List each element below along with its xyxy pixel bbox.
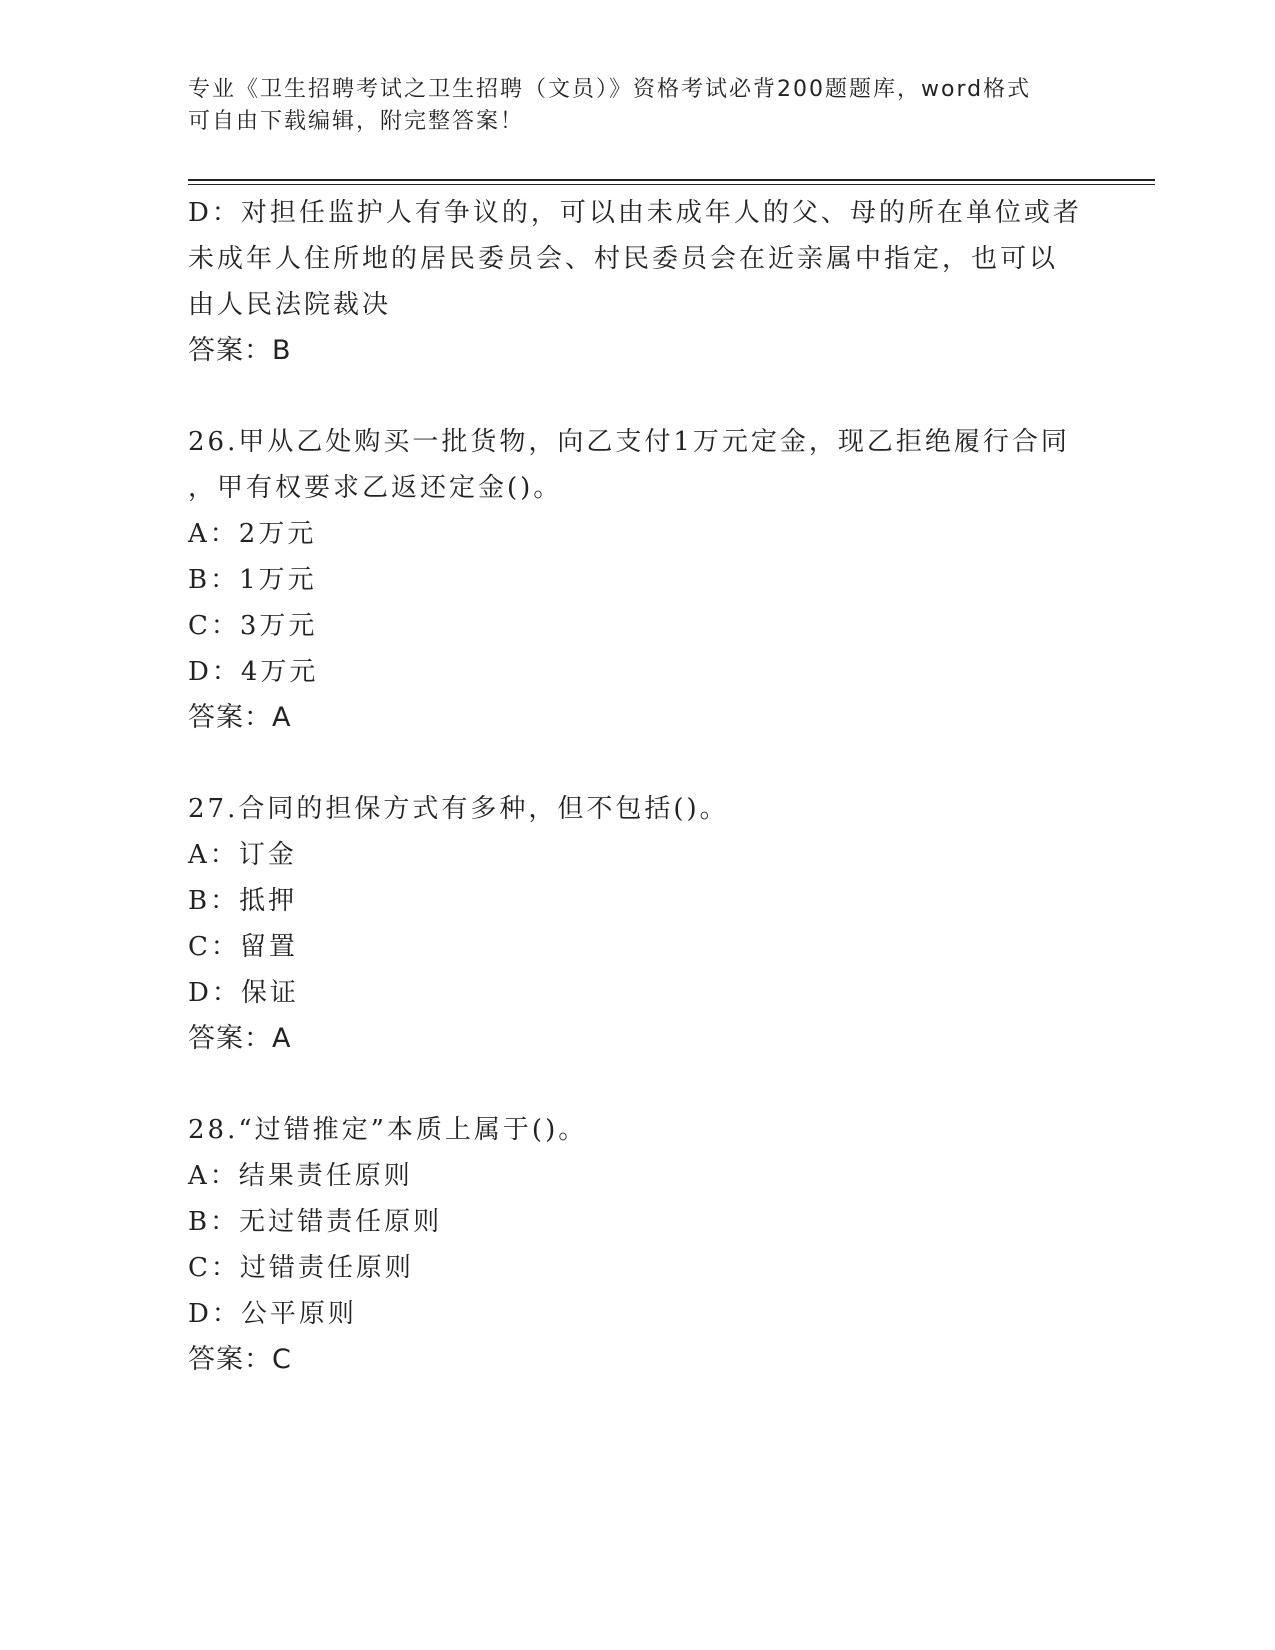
- option-c: C：过错责任原则: [188, 1253, 414, 1283]
- document-header: [188, 74, 1088, 138]
- option-d: D：公平原则: [188, 1299, 357, 1329]
- option-d-line: D：对担任监护人有争议的，可以由未成年人的父、母的所在单位或者: [188, 198, 1082, 228]
- question-stem: 28.“过错推定”本质上属于()。: [188, 1115, 588, 1145]
- header-divider-thick: [188, 179, 1155, 181]
- question-26: [188, 419, 1088, 741]
- option-d-line: 由人民法院裁决: [188, 290, 392, 320]
- option-b: B：抵押: [188, 886, 298, 916]
- answer-line: 答案：B: [188, 335, 292, 366]
- question-list: [188, 190, 1088, 1383]
- answer-line: 答案：A: [188, 1023, 292, 1054]
- option-d: D：4万元: [188, 657, 319, 687]
- header-line-1: 专业《卫生招聘考试之卫生招聘（文员）》资格考试必背200题题库，word格式: [188, 77, 1032, 102]
- option-d-line: 未成年人住所地的居民委员会、村民委员会在近亲属中指定，也可以: [188, 244, 1059, 274]
- prev-question-tail: [188, 190, 1088, 374]
- header-line-2: 可自由下载编辑，附完整答案！: [188, 109, 525, 134]
- option-b: B：无过错责任原则: [188, 1207, 443, 1237]
- answer-line: 答案：C: [188, 1344, 292, 1375]
- question-stem: 27.合同的担保方式有多种，但不包括()。: [188, 794, 729, 824]
- header-divider-thin: [188, 184, 1155, 185]
- question-stem: ，甲有权要求乙返还定金()。: [188, 473, 563, 503]
- option-a: A：订金: [188, 840, 297, 870]
- option-c: C：3万元: [188, 611, 318, 641]
- question-27: [188, 786, 1088, 1062]
- answer-line: 答案：A: [188, 702, 292, 733]
- question-stem: 26.甲从乙处购买一批货物，向乙支付1万元定金，现乙拒绝履行合同: [188, 427, 1070, 457]
- option-b: B：1万元: [188, 565, 317, 595]
- option-c: C：留置: [188, 932, 298, 962]
- option-a: A：2万元: [188, 519, 317, 549]
- option-a: A：结果责任原则: [188, 1161, 413, 1191]
- option-d: D：保证: [188, 978, 299, 1008]
- question-28: [188, 1107, 1088, 1383]
